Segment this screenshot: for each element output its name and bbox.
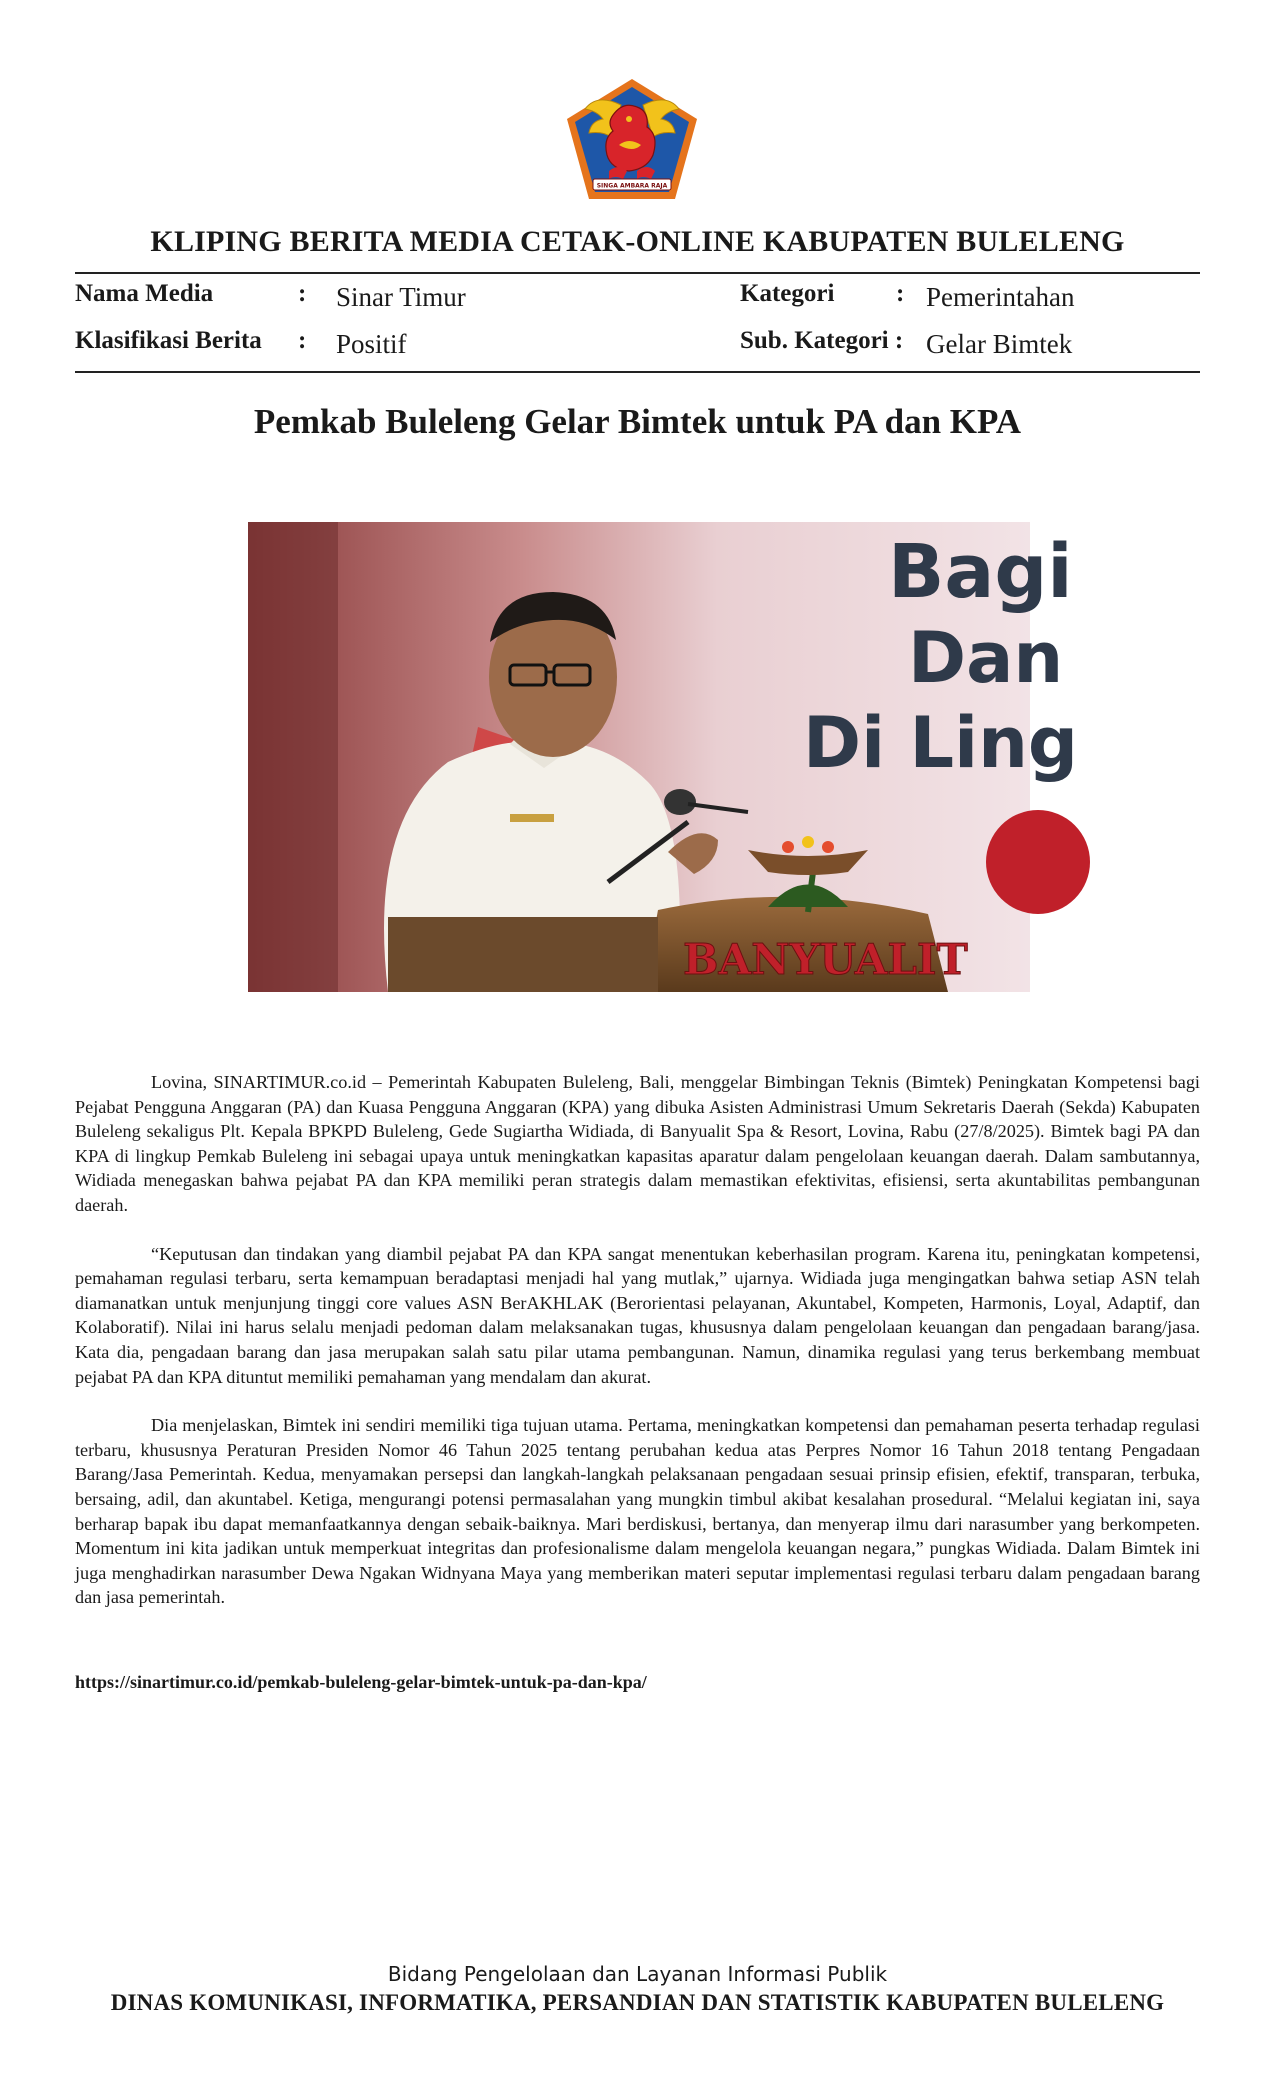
classification-value: Positif	[336, 329, 407, 359]
classification-label: Klasifikasi Berita	[75, 327, 262, 354]
crest-motto: SINGA AMBARA RAJA	[596, 182, 668, 190]
document-header-title: KLIPING BERITA MEDIA CETAK-ONLINE KABUPATEN BULELENG	[150, 225, 1125, 258]
footer-agency-title: DINAS KOMUNIKASI, INFORMATIKA, PERSANDIAN DAN STATISTIK KABUPATEN BULELENG	[110, 1990, 1165, 2015]
photo-banner-line-1: Bagi	[888, 529, 1073, 615]
article-paragraph-2: “Keputusan dan tindakan yang diambil pejabat PA dan KPA sangat menentukan keberhasilan program. Karena itu, peningkatan kompetensi, pemahaman regulasi terbaru, serta kemampuan beradaptasi menjadi hal yang mutlak,” ujarnya. Widiada juga mengingatkan bahwa setiap ASN telah diamanatkan untuk menjunjung tinggi core values ASN BerAKHLAK (Berorientasi pelayanan, Akuntabel, Kompeten, Harmonis, Loyal, Adaptif, dan Kolaboratif). Nilai ini harus selalu menjadi pedoman dalam melaksanakan tugas, khususnya dalam pengelolaan keuangan dan pengadaan barang/jasa. Kata dia, pengadaan barang dan jasa merupakan salah satu pilar utama pembangunan. Namun, dinamika regulasi yang terus berkembang membuat pejabat PA dan KPA dituntut memiliki pemahaman yang mendalam dan akurat.	[75, 1243, 1200, 1387]
classification-colon: :	[298, 327, 307, 354]
media-name-value: Sinar Timur	[336, 282, 466, 312]
photo-podium-text: BANYUALIT	[683, 935, 968, 984]
article-paragraph-3: Dia menjelaskan, Bimtek ini sendiri memiliki tiga tujuan utama. Pertama, meningkatkan kompetensi dan pemahaman peserta terhadap regulasi terbaru, khususnya Peraturan Presiden Nomor 46 Tahun 2025 tentang perubahan kedua atas Perpres Nomor 16 Tahun 2018 tentang Pengadaan Barang/Jasa Pemerintah. Kedua, menyamakan persepsi dan langkah-langkah pelaksanaan pengadaan sesuai prinsip efisien, efektif, transparan, terbuka, bersaing, adil, dan akuntabel. Ketiga, mengurangi potensi permasalahan yang mungkin timbul akibat kesalahan prosedural. “Melalui kegiatan ini, saya berharap bapak ibu dapat memanfaatkannya dengan sebaik-baiknya. Mari berdiskusi, bertanya, dan menyerap ilmu dari narasumber yang berkompeten. Momentum ini kita jadikan untuk memperkuat integritas dan profesionalisme dalam mengelola keuangan negara,” pungkas Widiada. Dalam Bimtek ini juga menghadirkan narasumber Dewa Ngakan Widnyana Maya yang memberikan materi seputar implementasi regulasi terbaru dalam pengadaan barang dan jasa pemerintah.	[75, 1415, 1200, 1608]
photo-banner-line-2: Dan	[908, 617, 1064, 699]
header-divider-bottom	[75, 371, 1200, 373]
subcategory-label: Sub. Kategori :	[740, 327, 904, 354]
category-colon: :	[896, 280, 905, 307]
media-name-colon: :	[298, 280, 307, 307]
subcategory-value: Gelar Bimtek	[926, 329, 1073, 359]
photo-banner-line-3: Di Ling	[803, 702, 1079, 784]
article-body	[75, 1070, 1200, 1634]
category-value: Pemerintahan	[926, 282, 1075, 312]
header-divider-top	[75, 272, 1200, 274]
media-name-label: Nama Media	[75, 280, 214, 307]
footer-department-subtitle: Bidang Pengelolaan dan Layanan Informasi Publik	[387, 1962, 888, 1986]
article-paragraph-1: Lovina, SINARTIMUR.co.id – Pemerintah Kabupaten Buleleng, Bali, menggelar Bimbingan Teknis (Bimtek) Peningkatan Kompetensi bagi Pejabat Pengguna Anggaran (PA) dan Kuasa Pengguna Anggaran (KPA) yang dibuka Asisten Administrasi Umum Sekretaris Daerah (Sekda) Kabupaten Buleleng sekaligus Plt. Kepala BPKPD Buleleng, Gede Sugiartha Widiada, di Banyualit Spa & Resort, Lovina, Rabu (27/8/2025). Bimtek bagi PA dan KPA di lingkup Pemkab Buleleng ini sebagai upaya untuk meningkatkan kapasitas aparatur dalam pengelolaan keuangan daerah. Dalam sambutannya, Widiada menegaskan bahwa pejabat PA dan KPA memiliki peran strategis dalam memastikan efektivitas, efisiensi, serta akuntabilitas pembangunan daerah.	[75, 1072, 1200, 1215]
article-photo	[248, 522, 1079, 992]
article-title: Pemkab Buleleng Gelar Bimtek untuk PA dan KPA	[253, 402, 1022, 441]
category-label: Kategori	[740, 280, 835, 307]
buleleng-crest-icon	[563, 75, 701, 203]
source-url-link[interactable]: https://sinartimur.co.id/pemkab-buleleng-gelar-bimtek-untuk-pa-dan-kpa/	[75, 1672, 647, 1692]
